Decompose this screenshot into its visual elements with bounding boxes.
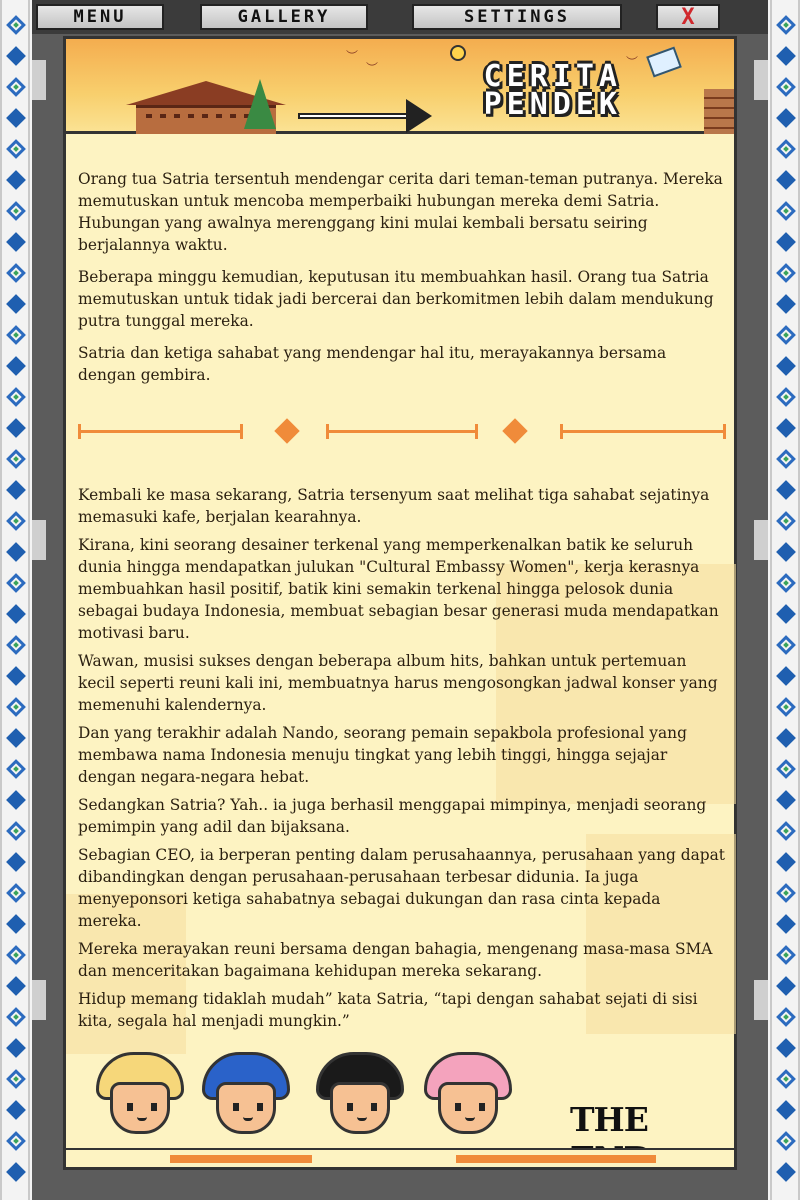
story-part2 [78,484,728,1038]
border-diamond-icon [776,542,796,562]
eye [371,1103,377,1111]
eye [127,1103,133,1111]
banner-title-line1: CERITA [483,59,622,94]
bird-icon: ︶ [626,55,639,69]
banner-title [483,59,622,122]
border-diamond-icon [776,108,796,128]
bird-icon: ︶ [346,49,359,63]
progress-segment [456,1155,656,1163]
divider-line [560,430,726,433]
bird-icon: ︶ [366,61,379,75]
story-paragraph: Kembali ke masa sekarang, Satria tersenyum saat melihat tiga sahabat sejatinya memasuki kafe, berjalan kearahnya. [78,486,710,526]
border-diamond-icon [6,449,26,469]
story-paragraph: Sebagian CEO, ia berperan penting dalam perusahaannya, perusahaan yang dapat dibandingkan dengan perusahaan-perusahaan terbesar didunia. Ia juga menyeponsori ketiga sahabatnya sebagai dukungan dan rasa cinta kepada mereka. [78,846,725,930]
border-diamond-icon [776,325,796,345]
border-diamond-icon [776,604,796,624]
border-diamond-icon [6,790,26,810]
story-paragraph: Orang tua Satria tersentuh mendengar cerita dari teman-teman putranya. Mereka memutuskan untuk mencoba memperbaiki hubungan mereka demi Satria. Hubungan yang awalnya merenggang kini mulai kembali bersatu seiring berjalannya waktu. [78,170,723,254]
border-diamond-icon [776,1069,796,1089]
eye [151,1103,157,1111]
border-diamond-icon [6,263,26,283]
border-diamond-icon [6,542,26,562]
border-diamond-icon [6,759,26,779]
bottom-progress-bar [63,1148,737,1170]
border-diamond-icon [6,1162,26,1182]
border-diamond-icon [6,883,26,903]
mouth [137,1117,147,1121]
banner-title-line2: PENDEK [483,87,622,122]
border-diamond-icon [6,666,26,686]
border-diamond-icon [776,635,796,655]
lightbulb-icon [450,45,466,61]
border-diamond-icon [6,15,26,35]
border-diamond-icon [776,356,796,376]
border-diamond-icon [6,77,26,97]
border-diamond-icon [6,635,26,655]
border-diamond-icon [6,914,26,934]
character-face [216,1082,276,1134]
blue-hair-boy-icon [202,1052,290,1140]
eye [347,1103,353,1111]
border-diamond-icon [6,1007,26,1027]
story-panel [63,134,737,1148]
border-diamond-icon [6,697,26,717]
frame-stripe [32,60,46,100]
character-face [110,1082,170,1134]
progress-segment [170,1155,312,1163]
border-diamond-icon [6,573,26,593]
border-diamond-icon [6,201,26,221]
border-diamond-icon [6,1131,26,1151]
story-paragraph: Sedangkan Satria? Yah.. ia juga berhasil menggapai mimpinya, menjadi seorang pemimpin yang adil dan bijaksana. [78,796,707,836]
border-diamond-icon [776,511,796,531]
border-diamond-icon [776,914,796,934]
border-diamond-icon [6,604,26,624]
frame-stripe [754,60,768,100]
border-diamond-icon [776,790,796,810]
story-paragraph: Satria dan ketiga sahabat yang mendengar hal itu, merayakannya bersama dengan gembira. [78,344,667,384]
border-diamond-icon [776,1100,796,1120]
mouth [465,1117,475,1121]
eye [233,1103,239,1111]
divider-diamond-icon [274,418,299,443]
close-button[interactable]: X [656,4,720,30]
black-hair-boy-icon [316,1052,404,1140]
border-diamond-icon [6,1038,26,1058]
section-divider [78,417,728,447]
top-menu-bar [32,0,768,34]
the-end-label: THE [570,1100,648,1139]
character-face [438,1082,498,1134]
settings-button[interactable]: SETTINGS [412,4,622,30]
eye [479,1103,485,1111]
border-diamond-icon [776,139,796,159]
border-diamond-icon [6,821,26,841]
divider-line [326,430,478,433]
blonde-boy-icon [96,1052,184,1140]
border-diamond-icon [776,1162,796,1182]
border-diamond-icon [6,46,26,66]
border-diamond-icon [776,201,796,221]
border-diamond-icon [6,294,26,314]
progress-line [298,113,418,119]
border-diamond-icon [776,77,796,97]
border-diamond-icon [776,1038,796,1058]
divider-diamond-icon [502,418,527,443]
border-diamond-icon [776,1131,796,1151]
border-diamond-icon [776,945,796,965]
border-diamond-icon [6,976,26,996]
border-diamond-icon [776,294,796,314]
pink-hair-girl-icon [424,1052,512,1140]
border-diamond-icon [776,666,796,686]
border-diamond-icon [6,945,26,965]
border-diamond-icon [6,356,26,376]
border-diamond-icon [6,418,26,438]
menu-button[interactable]: MENU [36,4,164,30]
border-diamond-icon [6,480,26,500]
left-pattern-border [0,0,30,1200]
frame-stripe [754,520,768,560]
border-diamond-icon [776,883,796,903]
character-face [330,1082,390,1134]
border-diamond-icon [776,387,796,407]
border-diamond-icon [6,387,26,407]
border-diamond-icon [776,263,796,283]
border-diamond-icon [776,728,796,748]
story-paragraph: Mereka merayakan reuni bersama dengan bahagia, mengenang masa-masa SMA dan menceritakan bagaimana kehidupan mereka sekarang. [78,940,713,980]
border-diamond-icon [776,170,796,190]
border-diamond-icon [776,418,796,438]
play-arrow-icon [406,99,432,133]
story-paragraph: Hidup memang tidaklah mudah” kata Satria, “tapi dengan sahabat sejati di sisi kita, segala hal menjadi mungkin.” [78,990,698,1030]
mouth [243,1117,253,1121]
border-diamond-icon [776,821,796,841]
gallery-button[interactable]: GALLERY [200,4,368,30]
stairs-icon [704,89,734,137]
story-paragraph: Kirana, kini seorang desainer terkenal yang memperkenalkan batik ke seluruh dunia hingga mendapatkan julukan "Cultural Embassy Women", kerja kerasnya membuahkan hasil positif, batik kini semakin terkenal hingga pelosok dunia sebagai budaya Indonesia, membuat sebagian besar generasi muda mendapatkan motivasi baru. [78,536,719,642]
frame-stripe [32,980,46,1020]
border-diamond-icon [6,852,26,872]
frame-stripe [754,980,768,1020]
border-diamond-icon [776,976,796,996]
border-diamond-icon [776,46,796,66]
border-diamond-icon [776,15,796,35]
story-part1 [78,168,728,396]
border-diamond-icon [776,697,796,717]
story-paragraph: Dan yang terakhir adalah Nando, seorang pemain sepakbola profesional yang membawa nama Indonesia menuju tingkat yang lebih tinggi, hingga sejajar dengan negara-negara hebat. [78,724,687,786]
border-diamond-icon [776,232,796,252]
story-banner [63,36,737,134]
border-diamond-icon [6,511,26,531]
right-pattern-border [770,0,800,1200]
eye [455,1103,461,1111]
border-diamond-icon [6,139,26,159]
border-diamond-icon [6,1100,26,1120]
frame-stripe [32,520,46,560]
border-diamond-icon [776,1007,796,1027]
border-diamond-icon [6,1069,26,1089]
border-diamond-icon [6,170,26,190]
border-diamond-icon [776,480,796,500]
mouth [357,1117,367,1121]
tree-icon [244,79,276,129]
border-diamond-icon [6,232,26,252]
story-paragraph: Beberapa minggu kemudian, keputusan itu membuahkan hasil. Orang tua Satria memutuskan untuk tidak jadi bercerai dan berkomitmen lebih dalam mendukung putra tunggal mereka. [78,268,714,330]
paper-plane-icon [646,47,682,78]
border-diamond-icon [776,449,796,469]
eye [257,1103,263,1111]
border-diamond-icon [6,108,26,128]
border-diamond-icon [6,325,26,345]
border-diamond-icon [776,852,796,872]
story-paragraph: Wawan, musisi sukses dengan beberapa album hits, bahkan untuk pertemuan kecil seperti reuni kali ini, membuatnya harus mengosongkan jadwal konser yang memenuhi kalendernya. [78,652,718,714]
border-diamond-icon [776,573,796,593]
border-diamond-icon [776,759,796,779]
border-diamond-icon [6,728,26,748]
divider-line [78,430,243,433]
